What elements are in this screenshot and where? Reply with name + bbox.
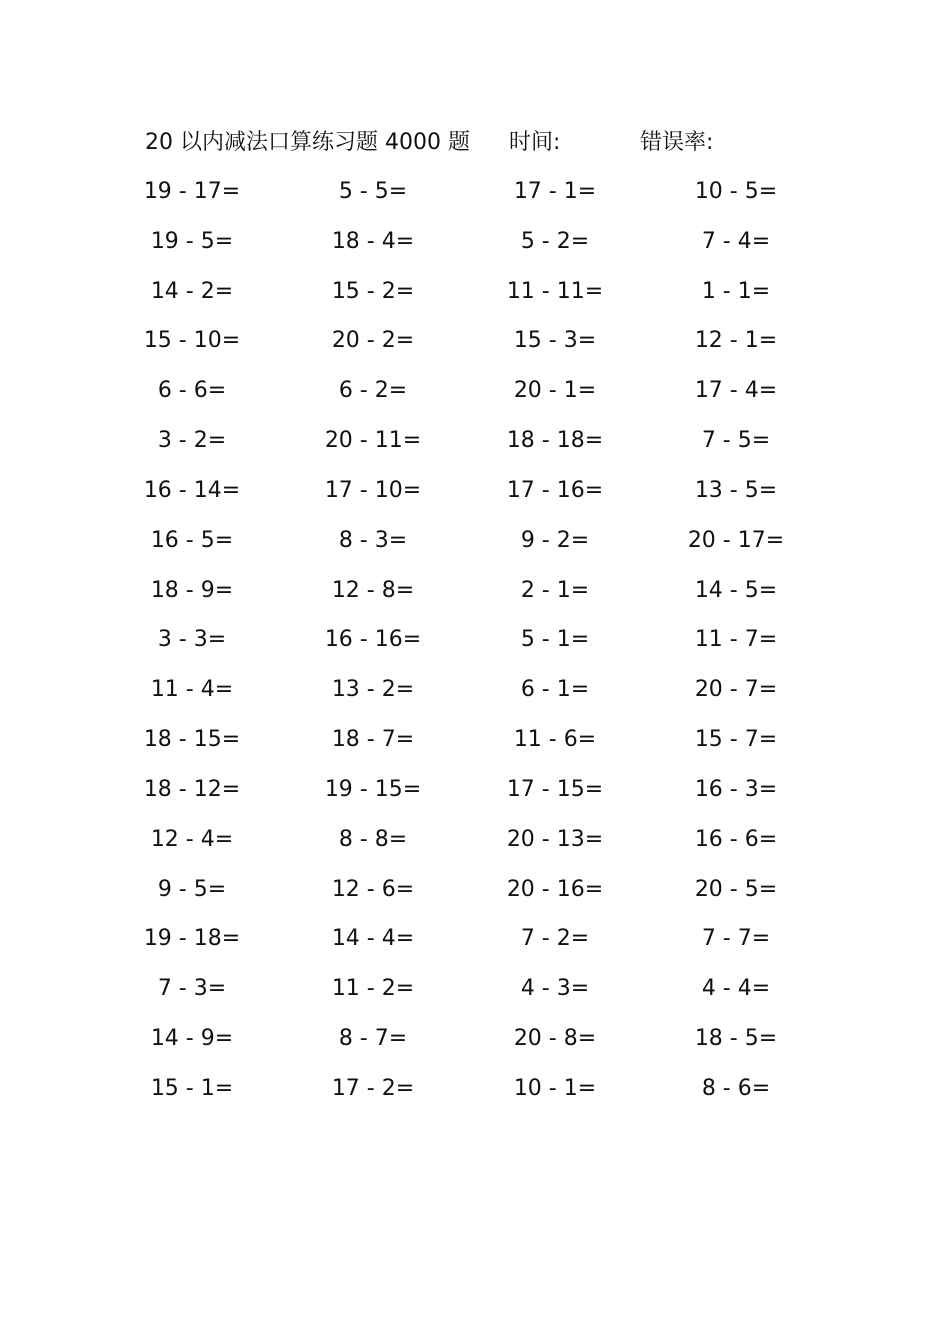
subtraction-problem: 12 - 4= <box>150 826 234 852</box>
subtraction-problem: 6 - 6= <box>157 378 227 404</box>
subtraction-problem: 19 - 15= <box>324 776 422 802</box>
problem-row <box>0 172 950 222</box>
subtraction-problem: 5 - 1= <box>520 627 590 653</box>
subtraction-problem: 7 - 7= <box>701 926 771 952</box>
subtraction-problem: 18 - 15= <box>143 727 241 753</box>
problem-row <box>0 571 950 621</box>
subtraction-problem: 16 - 14= <box>143 477 241 503</box>
subtraction-problem: 7 - 3= <box>157 976 227 1002</box>
subtraction-problem: 20 - 13= <box>506 826 604 852</box>
worksheet-header <box>0 126 950 160</box>
problem-grid <box>0 172 950 1119</box>
subtraction-problem: 18 - 12= <box>143 776 241 802</box>
subtraction-problem: 18 - 5= <box>694 1026 778 1052</box>
subtraction-problem: 9 - 2= <box>520 527 590 553</box>
subtraction-problem: 15 - 1= <box>150 1075 234 1101</box>
problem-row <box>0 620 950 670</box>
subtraction-problem: 3 - 2= <box>157 428 227 454</box>
problem-row <box>0 820 950 870</box>
subtraction-problem: 11 - 2= <box>331 976 415 1002</box>
problem-row <box>0 521 950 571</box>
problem-row <box>0 272 950 322</box>
subtraction-problem: 17 - 2= <box>331 1075 415 1101</box>
subtraction-problem: 8 - 7= <box>338 1026 408 1052</box>
subtraction-problem: 11 - 7= <box>694 627 778 653</box>
subtraction-problem: 3 - 3= <box>157 627 227 653</box>
subtraction-problem: 9 - 5= <box>157 876 227 902</box>
subtraction-problem: 2 - 1= <box>520 577 590 603</box>
subtraction-problem: 7 - 2= <box>520 926 590 952</box>
worksheet-title: 20 以内减法口算练习题 4000 题 <box>145 130 470 155</box>
subtraction-problem: 13 - 5= <box>694 477 778 503</box>
subtraction-problem: 20 - 2= <box>331 328 415 354</box>
subtraction-problem: 10 - 5= <box>694 179 778 204</box>
subtraction-problem: 19 - 17= <box>143 179 241 204</box>
subtraction-problem: 16 - 6= <box>694 826 778 852</box>
subtraction-problem: 8 - 3= <box>338 527 408 553</box>
subtraction-problem: 12 - 8= <box>331 577 415 603</box>
subtraction-problem: 11 - 11= <box>506 278 604 304</box>
subtraction-problem: 11 - 6= <box>513 727 597 753</box>
subtraction-problem: 14 - 9= <box>150 1026 234 1052</box>
subtraction-problem: 14 - 2= <box>150 278 234 304</box>
subtraction-problem: 18 - 4= <box>331 228 415 254</box>
subtraction-problem: 6 - 2= <box>338 378 408 404</box>
subtraction-problem: 17 - 10= <box>324 477 422 503</box>
subtraction-problem: 4 - 3= <box>520 976 590 1002</box>
subtraction-problem: 15 - 2= <box>331 278 415 304</box>
problem-row <box>0 969 950 1019</box>
subtraction-problem: 16 - 3= <box>694 776 778 802</box>
subtraction-problem: 8 - 8= <box>338 826 408 852</box>
problem-row <box>0 720 950 770</box>
subtraction-problem: 14 - 5= <box>694 577 778 603</box>
subtraction-problem: 12 - 1= <box>694 328 778 354</box>
subtraction-problem: 20 - 16= <box>506 876 604 902</box>
problem-row <box>0 222 950 272</box>
subtraction-problem: 20 - 5= <box>694 876 778 902</box>
problem-row <box>0 670 950 720</box>
subtraction-problem: 5 - 5= <box>338 179 408 204</box>
problem-row <box>0 770 950 820</box>
subtraction-problem: 7 - 5= <box>701 428 771 454</box>
problem-row <box>0 421 950 471</box>
subtraction-problem: 10 - 1= <box>513 1075 597 1101</box>
subtraction-problem: 17 - 1= <box>513 179 597 204</box>
subtraction-problem: 1 - 1= <box>701 278 771 304</box>
problem-row <box>0 371 950 421</box>
subtraction-problem: 19 - 5= <box>150 228 234 254</box>
subtraction-problem: 15 - 3= <box>513 328 597 354</box>
subtraction-problem: 16 - 16= <box>324 627 422 653</box>
subtraction-problem: 11 - 4= <box>150 677 234 703</box>
subtraction-problem: 8 - 6= <box>701 1075 771 1101</box>
subtraction-problem: 16 - 5= <box>150 527 234 553</box>
problem-row <box>0 471 950 521</box>
subtraction-problem: 20 - 8= <box>513 1026 597 1052</box>
subtraction-problem: 4 - 4= <box>701 976 771 1002</box>
subtraction-problem: 17 - 16= <box>506 477 604 503</box>
subtraction-problem: 14 - 4= <box>331 926 415 952</box>
subtraction-problem: 18 - 9= <box>150 577 234 603</box>
subtraction-problem: 6 - 1= <box>520 677 590 703</box>
error-rate-label: 错误率: <box>640 130 714 155</box>
subtraction-problem: 17 - 4= <box>694 378 778 404</box>
subtraction-problem: 20 - 11= <box>324 428 422 454</box>
subtraction-problem: 15 - 10= <box>143 328 241 354</box>
subtraction-problem: 20 - 7= <box>694 677 778 703</box>
problem-row <box>0 321 950 371</box>
problem-row <box>0 1019 950 1069</box>
problem-row <box>0 870 950 920</box>
problem-row <box>0 919 950 969</box>
subtraction-problem: 7 - 4= <box>701 228 771 254</box>
subtraction-problem: 13 - 2= <box>331 677 415 703</box>
problem-row <box>0 1069 950 1119</box>
subtraction-problem: 5 - 2= <box>520 228 590 254</box>
time-label: 时间: <box>509 130 561 155</box>
subtraction-problem: 12 - 6= <box>331 876 415 902</box>
subtraction-problem: 17 - 15= <box>506 776 604 802</box>
subtraction-problem: 20 - 17= <box>687 527 785 553</box>
subtraction-problem: 20 - 1= <box>513 378 597 404</box>
subtraction-problem: 15 - 7= <box>694 727 778 753</box>
subtraction-problem: 18 - 7= <box>331 727 415 753</box>
subtraction-problem: 18 - 18= <box>506 428 604 454</box>
subtraction-problem: 19 - 18= <box>143 926 241 952</box>
